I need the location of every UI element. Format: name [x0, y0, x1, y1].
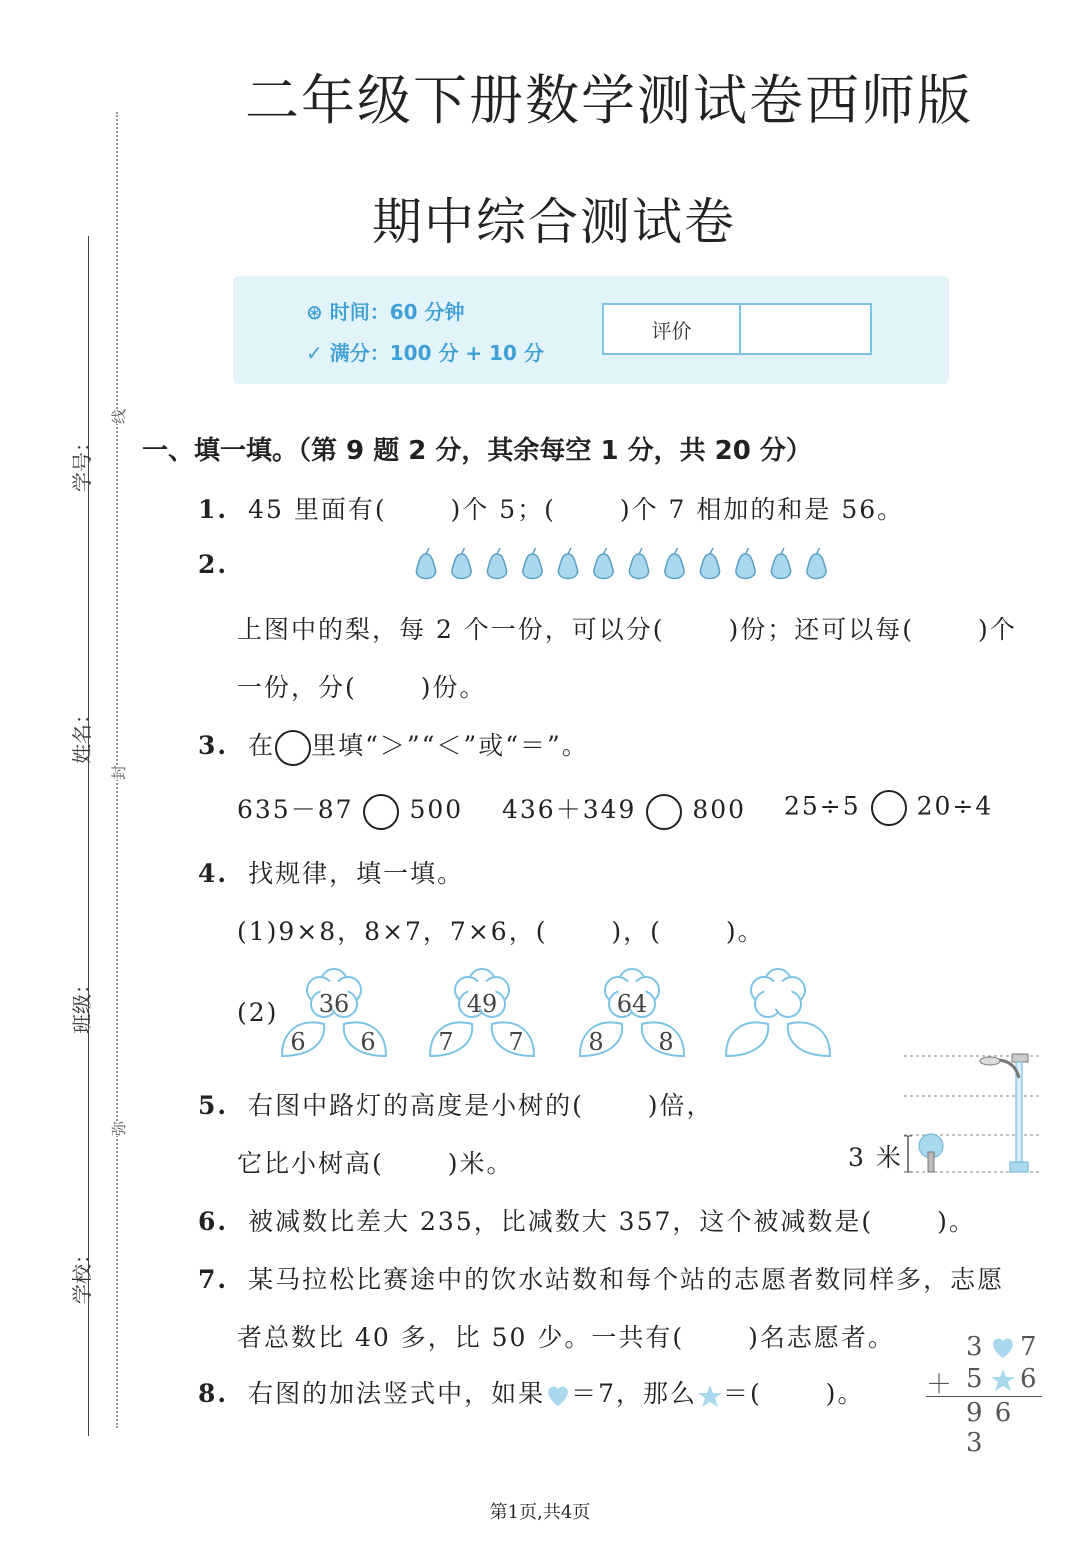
question-number: 7.: [198, 1265, 229, 1294]
question-number: 2.: [198, 550, 229, 579]
flower-right-number: 6: [360, 1028, 376, 1056]
heart-icon: [990, 1336, 1016, 1360]
close-mark: 弥: [110, 1120, 128, 1136]
pear-icon: [487, 554, 506, 579]
pear-icon: [700, 554, 719, 579]
compare-row: [784, 790, 993, 826]
sum-line: [926, 1396, 1042, 1397]
question-number: 5.: [198, 1091, 229, 1120]
question-7: [198, 1260, 1004, 1296]
compare-row: [502, 790, 746, 830]
pear-icon: [629, 554, 648, 579]
evaluation-label: 评价: [604, 305, 741, 353]
pear-stem: [781, 548, 784, 554]
expr-left: 25÷5: [784, 791, 861, 821]
flower-svg: [576, 968, 688, 1060]
height-label: 3 米: [848, 1143, 903, 1172]
answer-circle[interactable]: [646, 794, 682, 830]
question-number: 1.: [198, 495, 229, 524]
pear-icon: [523, 554, 542, 579]
flower-top-number: 36: [318, 990, 350, 1018]
question-text: ＝7，那么: [571, 1379, 697, 1408]
question-text: 45 里面有( )个 5；( )个 7 相加的和是 56。: [248, 495, 905, 524]
street-lamp-icon: [980, 1054, 1028, 1172]
page-footer: 第1页,共4页: [489, 1502, 591, 1523]
page-title: 二年级下册数学测试卷西师版: [245, 69, 973, 132]
pear-icon: [594, 554, 613, 579]
question-number: 8.: [198, 1379, 229, 1408]
question-4-part2-label: (2): [237, 998, 279, 1027]
sum-digits: 9 6 3: [966, 1398, 1014, 1458]
evaluation-box: [602, 303, 872, 355]
flower-svg: [722, 968, 834, 1060]
pear-stem: [426, 548, 429, 554]
left-leaf: [726, 1022, 768, 1056]
flower-figure: [278, 968, 390, 1060]
flower-svg: [426, 968, 538, 1060]
flower-left-number: 7: [438, 1028, 454, 1056]
question-2-line1: 上图中的梨，每 2 个一份，可以分( )份；还可以每( )个: [237, 615, 1017, 644]
pear-stem: [533, 548, 536, 554]
flower-figure: [426, 968, 538, 1060]
digit: 3: [966, 1332, 983, 1362]
question-5: [198, 1086, 714, 1122]
check-icon: ✓: [306, 341, 330, 365]
question-2-line2: 一份，分( )份。: [237, 673, 487, 702]
pear-stem: [817, 548, 820, 554]
question-text: 右图中路灯的高度是小树的( )倍，: [248, 1091, 714, 1120]
flower-left-number: 8: [588, 1028, 604, 1056]
pear-stem: [604, 548, 607, 554]
expr-left: 436＋349: [502, 795, 637, 824]
flower-right-number: 8: [658, 1028, 674, 1056]
question-2-number: [198, 550, 228, 579]
question-text: 被减数比差大 235，比减数大 357，这个被减数是( )。: [248, 1207, 976, 1236]
page-subtitle: 期中综合测试卷: [372, 193, 736, 251]
clock-icon: ⊛: [306, 300, 330, 324]
question-text: 里填“＞”“＜”或“＝”。: [311, 731, 589, 760]
compare-row: [237, 790, 463, 830]
flower-svg: [278, 968, 390, 1060]
right-leaf: [788, 1022, 830, 1056]
pear-stem: [639, 548, 642, 554]
evaluation-field[interactable]: [741, 305, 870, 353]
question-3: [198, 726, 589, 766]
question-text: 在: [248, 731, 276, 760]
small-tree-icon: [919, 1134, 943, 1172]
digit: 5: [966, 1364, 983, 1394]
flower-figure: [576, 968, 688, 1060]
plus-sign: ＋: [926, 1370, 953, 1400]
question-4: [198, 854, 464, 890]
time-info: ⊛ 时间：60 分钟: [306, 300, 465, 324]
pear-icon: [665, 554, 684, 579]
expr-right: 500: [409, 795, 464, 824]
answer-circle[interactable]: [363, 794, 399, 830]
pear-stem: [497, 548, 500, 554]
pears-image: [408, 546, 832, 586]
expr-right: 20÷4: [916, 791, 994, 821]
question-text: 找规律，填一填。: [248, 859, 465, 888]
section-heading: 一、填一填。（第 9 题 2 分，其余每空 1 分，共 20 分）: [142, 436, 812, 466]
expr-right: 800: [692, 795, 747, 824]
school-label: 学校：: [70, 1244, 94, 1304]
flower-top-number: 49: [466, 990, 498, 1018]
question-7-line2: 者总数比 40 多，比 50 少。一共有( )名志愿者。: [237, 1323, 895, 1352]
name-label: 姓名：: [70, 704, 94, 764]
question-text: ＝( )。: [722, 1379, 865, 1408]
star-icon: [697, 1384, 723, 1408]
star-icon: [990, 1368, 1016, 1392]
flower-center: [764, 981, 792, 1009]
flower-figure[interactable]: [722, 968, 834, 1060]
line-mark: 线: [110, 408, 128, 424]
compare-circle-sample: [275, 730, 311, 766]
pear-stem: [675, 548, 678, 554]
question-number: 4.: [198, 859, 229, 888]
question-number: 6.: [198, 1207, 229, 1236]
pear-icon: [558, 554, 577, 579]
expr-left: 635－87: [237, 795, 354, 824]
pear-icon: [807, 554, 826, 579]
student-no-label: 学号：: [70, 432, 94, 492]
flower-right-number: 7: [508, 1028, 524, 1056]
vertical-addition: [926, 1330, 1042, 1458]
heart-icon: [545, 1384, 571, 1408]
pear-stem: [462, 548, 465, 554]
pear-stem: [710, 548, 713, 554]
pear-icon: [416, 554, 435, 579]
question-5-line2: 它比小树高( )米。: [237, 1149, 514, 1178]
digit: 7: [1020, 1332, 1037, 1362]
flower-top-number: 64: [616, 990, 648, 1018]
question-text: 某马拉松比赛途中的饮水站数和每个站的志愿者数同样多，志愿: [248, 1265, 1005, 1294]
pear-icon: [771, 554, 790, 579]
seal-mark: 封: [110, 764, 128, 780]
digit: 6: [1020, 1364, 1037, 1394]
pear-stem: [568, 548, 571, 554]
pear-stem: [746, 548, 749, 554]
class-label: 班级：: [70, 974, 94, 1034]
flower-left-number: 6: [290, 1028, 306, 1056]
score-info: ✓ 满分：100 分 + 10 分: [306, 341, 544, 365]
question-text: 右图的加法竖式中，如果: [248, 1379, 546, 1408]
question-4-part1: (1)9×8，8×7，7×6，( )，( )。: [237, 917, 765, 946]
pear-icon: [736, 554, 755, 579]
question-6: [198, 1202, 976, 1238]
question-1: [198, 490, 904, 526]
question-8: [198, 1374, 864, 1410]
question-number: 3.: [198, 731, 229, 760]
pear-icon: [452, 554, 471, 579]
answer-circle[interactable]: [871, 790, 907, 826]
